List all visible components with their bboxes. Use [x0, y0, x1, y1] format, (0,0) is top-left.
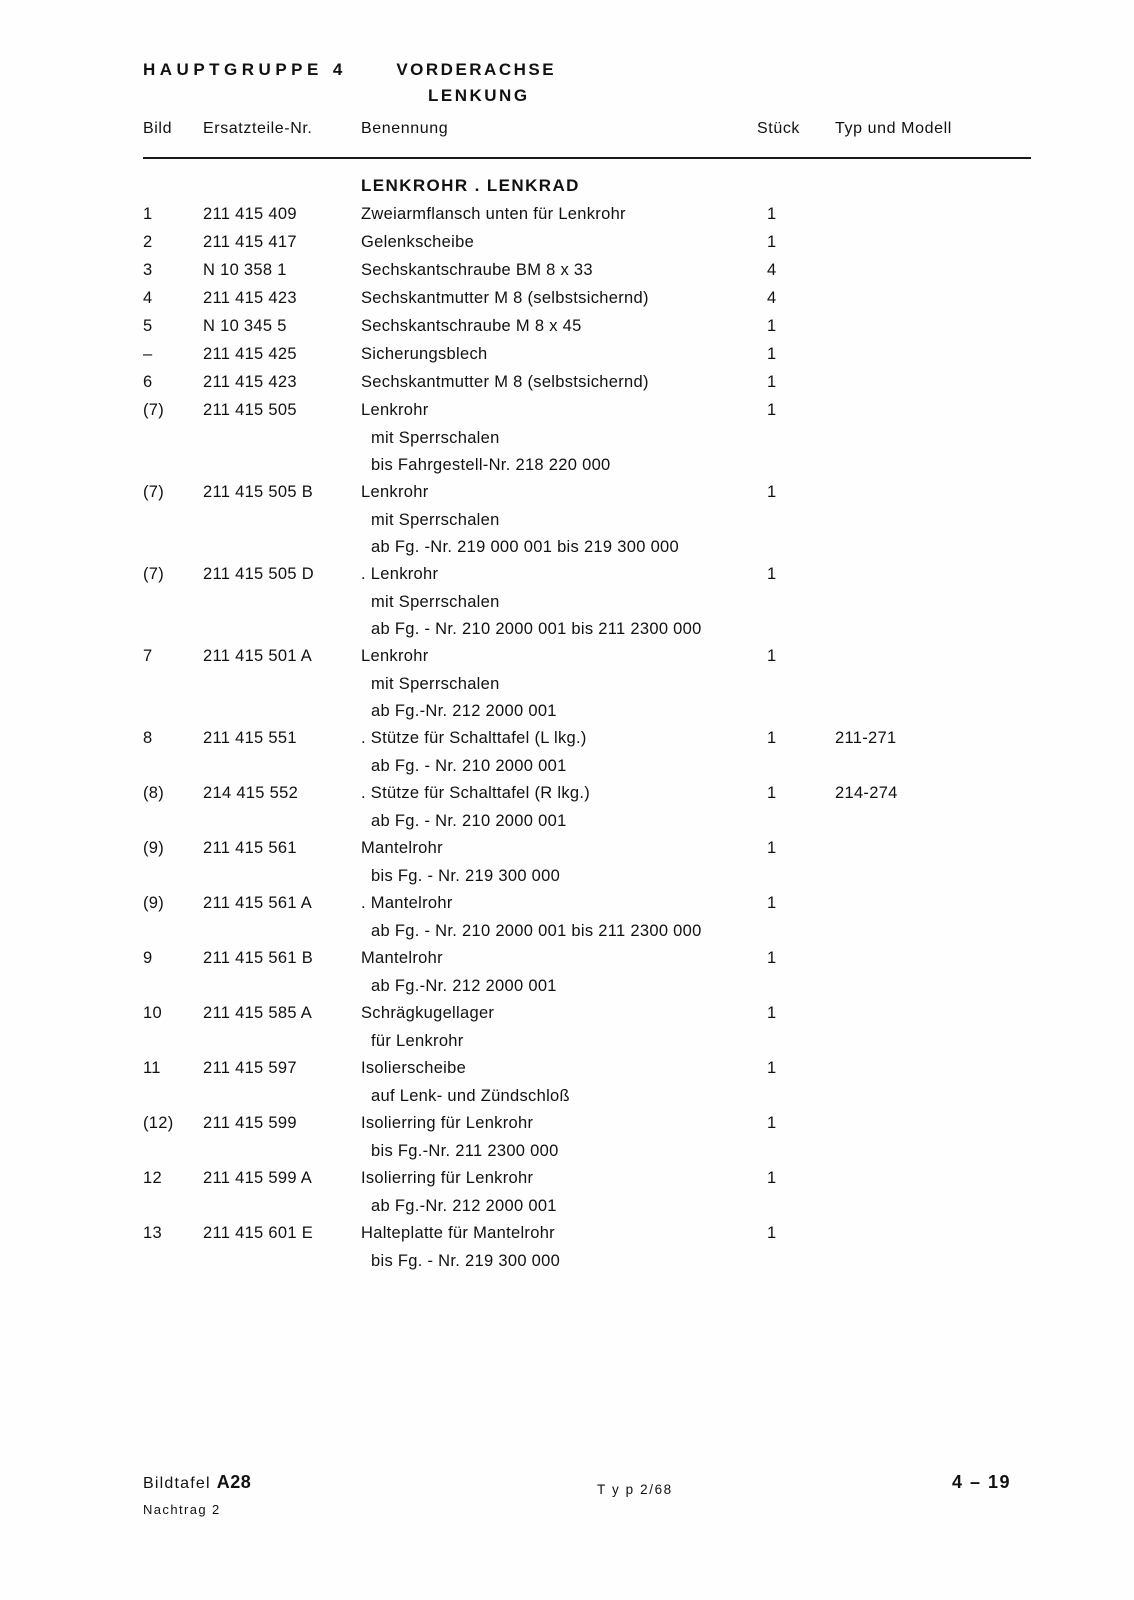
table-row [143, 1142, 1033, 1169]
cell-stueck: 1 [767, 647, 777, 665]
table-row [143, 729, 1033, 757]
cell-benennung: bis Fg. - Nr. 219 300 000 [371, 867, 561, 885]
cell-stueck: 1 [767, 483, 777, 501]
column-header-part-no: Ersatzteile-Nr. [203, 120, 313, 137]
cell-part-no: 211 415 551 [203, 729, 297, 747]
table-row [143, 565, 1033, 593]
table-row [143, 702, 1033, 729]
cell-part-no: 211 415 425 [203, 345, 297, 363]
cell-benennung: Halteplatte für Mantelrohr [361, 1224, 555, 1242]
cell-stueck: 1 [767, 1114, 777, 1132]
cell-stueck: 4 [767, 289, 777, 307]
table-row [143, 261, 1033, 289]
table-row [143, 977, 1033, 1004]
cell-stueck: 1 [767, 205, 777, 223]
table-row [143, 784, 1033, 812]
table-row [143, 949, 1033, 977]
table-row [143, 1169, 1033, 1197]
cell-part-no: 211 415 561 B [203, 949, 314, 967]
cell-stueck: 1 [767, 949, 777, 967]
table-row [143, 205, 1033, 233]
cell-benennung: Lenkrohr [361, 483, 429, 501]
cell-stueck: 1 [767, 1004, 777, 1022]
cell-part-no: 211 415 561 [203, 839, 297, 857]
cell-part-no: 211 415 501 A [203, 647, 313, 665]
table-row [143, 483, 1033, 511]
table-row [143, 675, 1033, 702]
cell-benennung: auf Lenk- und Zündschloß [371, 1087, 570, 1105]
cell-benennung: . Lenkrohr [361, 565, 439, 583]
cell-benennung: ab Fg. - Nr. 210 2000 001 bis 211 2300 000 [371, 922, 702, 940]
cell-benennung: ab Fg.-Nr. 212 2000 001 [371, 702, 557, 720]
cell-benennung: mit Sperrschalen [371, 511, 500, 529]
cell-bild: 9 [143, 949, 153, 967]
cell-bild: 6 [143, 373, 153, 391]
cell-bild: 2 [143, 233, 153, 251]
cell-part-no: 211 415 585 A [203, 1004, 313, 1022]
cell-benennung: ab Fg. -Nr. 219 000 001 bis 219 300 000 [371, 538, 679, 556]
cell-bild: 3 [143, 261, 153, 279]
cell-benennung: Lenkrohr [361, 401, 429, 419]
nachtrag-label: Nachtrag 2 [143, 1502, 221, 1517]
cell-part-no: 211 415 505 B [203, 483, 314, 501]
cell-stueck: 1 [767, 729, 777, 747]
table-row [143, 1114, 1033, 1142]
cell-part-no: 211 415 597 [203, 1059, 297, 1077]
cell-benennung: Sechskantschraube BM 8 x 33 [361, 261, 593, 279]
cell-bild: (9) [143, 894, 165, 912]
table-row [143, 647, 1033, 675]
cell-stueck: 1 [767, 317, 777, 335]
table-row [143, 922, 1033, 949]
table-row [143, 317, 1033, 345]
cell-benennung: bis Fg.-Nr. 211 2300 000 [371, 1142, 559, 1160]
cell-bild: 1 [143, 205, 153, 223]
page-number: 4 – 19 [952, 1472, 1012, 1492]
cell-benennung: Isolierring für Lenkrohr [361, 1169, 534, 1187]
cell-stueck: 1 [767, 345, 777, 363]
cell-benennung: Sechskantmutter M 8 (selbstsichernd) [361, 373, 649, 391]
bildtafel-text: Bildtafel [143, 1475, 211, 1492]
cell-bild: 13 [143, 1224, 162, 1242]
section-title: LENKROHR . LENKRAD [361, 176, 580, 195]
column-header-benennung: Benennung [361, 120, 449, 137]
cell-benennung: mit Sperrschalen [371, 675, 500, 693]
cell-bild: 11 [143, 1059, 161, 1077]
cell-benennung: ab Fg.-Nr. 212 2000 001 [371, 1197, 557, 1215]
table-row [143, 1087, 1033, 1114]
cell-stueck: 1 [767, 1169, 777, 1187]
header-group-line [143, 60, 1023, 80]
cell-bild: (9) [143, 839, 165, 857]
table-row [143, 620, 1033, 647]
cell-benennung: bis Fahrgestell-Nr. 218 220 000 [371, 456, 611, 474]
cell-stueck: 1 [767, 839, 777, 857]
cell-stueck: 4 [767, 261, 777, 279]
cell-benennung: ab Fg. - Nr. 210 2000 001 bis 211 2300 000 [371, 620, 702, 638]
table-row [143, 1252, 1033, 1279]
cell-part-no: 211 415 505 [203, 401, 297, 419]
cell-stueck: 1 [767, 233, 777, 251]
cell-benennung: ab Fg.-Nr. 212 2000 001 [371, 977, 557, 995]
table-row [143, 593, 1033, 620]
table-row [143, 289, 1033, 317]
cell-stueck: 1 [767, 373, 777, 391]
cell-benennung: Lenkrohr [361, 647, 429, 665]
table-row [143, 757, 1033, 784]
cell-benennung: bis Fg. - Nr. 219 300 000 [371, 1252, 561, 1270]
cell-benennung: Sechskantschraube M 8 x 45 [361, 317, 582, 335]
header-title: VORDERACHSE [396, 60, 557, 79]
table-row [143, 538, 1033, 565]
cell-part-no: 211 415 423 [203, 289, 297, 307]
cell-bild: (7) [143, 565, 165, 583]
cell-benennung: Gelenkscheibe [361, 233, 475, 251]
cell-bild: – [143, 345, 153, 363]
column-header-typ: Typ und Modell [835, 120, 952, 137]
cell-stueck: 1 [767, 894, 777, 912]
table-row [143, 1059, 1033, 1087]
table-row [143, 511, 1033, 538]
bildtafel-label [143, 1472, 251, 1493]
cell-bild: 10 [143, 1004, 162, 1022]
cell-bild: 12 [143, 1169, 162, 1187]
cell-part-no: 211 415 417 [203, 233, 297, 251]
table-row [143, 867, 1033, 894]
table-row [143, 894, 1033, 922]
cell-benennung: ab Fg. - Nr. 210 2000 001 [371, 757, 567, 775]
cell-benennung: Sicherungsblech [361, 345, 488, 363]
hauptgruppe-label: HAUPTGRUPPE [143, 60, 323, 79]
cell-benennung: ab Fg. - Nr. 210 2000 001 [371, 812, 567, 830]
table-row [143, 233, 1033, 261]
table-row [143, 1224, 1033, 1252]
table-row [143, 401, 1033, 429]
table-row [143, 1004, 1033, 1032]
cell-benennung: . Stütze für Schalttafel (R lkg.) [361, 784, 591, 802]
page-header [143, 60, 1023, 106]
cell-part-no: 211 415 423 [203, 373, 297, 391]
cell-part-no: 211 415 601 E [203, 1224, 314, 1242]
cell-part-no: 211 415 599 A [203, 1169, 313, 1187]
cell-bild: 8 [143, 729, 153, 747]
cell-benennung: mit Sperrschalen [371, 429, 500, 447]
cell-typ: 214-274 [835, 784, 898, 802]
cell-stueck: 1 [767, 401, 777, 419]
cell-benennung: . Stütze für Schalttafel (L lkg.) [361, 729, 587, 747]
table-row [143, 373, 1033, 401]
cell-benennung: . Mantelrohr [361, 894, 453, 912]
cell-part-no: N 10 345 5 [203, 317, 287, 335]
cell-benennung: Isolierring für Lenkrohr [361, 1114, 534, 1132]
cell-part-no: 211 415 599 [203, 1114, 297, 1132]
table-column-headers [143, 120, 1030, 146]
header-divider [143, 157, 1031, 159]
column-header-stueck: Stück [757, 120, 801, 137]
cell-bild: 7 [143, 647, 153, 665]
cell-benennung: Schrägkugellager [361, 1004, 495, 1022]
cell-bild: (7) [143, 401, 165, 419]
cell-stueck: 1 [767, 784, 777, 802]
cell-part-no: 214 415 552 [203, 784, 299, 802]
table-row [143, 839, 1033, 867]
footer-typ: T y p 2/68 [597, 1482, 673, 1497]
cell-bild: (12) [143, 1114, 174, 1132]
parts-table [143, 205, 1033, 1279]
table-row [143, 456, 1033, 483]
cell-bild: (8) [143, 784, 165, 802]
cell-benennung: Zweiarmflansch unten für Lenkrohr [361, 205, 626, 223]
cell-part-no: 211 415 561 A [203, 894, 313, 912]
hauptgruppe-number: 4 [332, 60, 345, 79]
cell-part-no: 211 415 505 D [203, 565, 314, 583]
cell-benennung: für Lenkrohr [371, 1032, 464, 1050]
cell-bild: 4 [143, 289, 153, 307]
table-row [143, 1032, 1033, 1059]
cell-benennung: Isolierscheibe [361, 1059, 467, 1077]
cell-part-no: N 10 358 1 [203, 261, 287, 279]
cell-part-no: 211 415 409 [203, 205, 297, 223]
cell-bild: 5 [143, 317, 153, 335]
table-row [143, 429, 1033, 456]
cell-stueck: 1 [767, 1059, 777, 1077]
cell-typ: 211-271 [835, 729, 897, 747]
table-row [143, 812, 1033, 839]
table-row [143, 345, 1033, 373]
cell-stueck: 1 [767, 565, 777, 583]
cell-benennung: Mantelrohr [361, 839, 443, 857]
cell-benennung: Sechskantmutter M 8 (selbstsichernd) [361, 289, 649, 307]
column-header-bild: Bild [143, 120, 173, 137]
cell-benennung: Mantelrohr [361, 949, 443, 967]
table-row [143, 1197, 1033, 1224]
header-subtitle: LENKUNG [428, 86, 530, 105]
cell-bild: (7) [143, 483, 165, 501]
cell-stueck: 1 [767, 1224, 777, 1242]
cell-benennung: mit Sperrschalen [371, 593, 500, 611]
bildtafel-value: A28 [216, 1472, 252, 1492]
